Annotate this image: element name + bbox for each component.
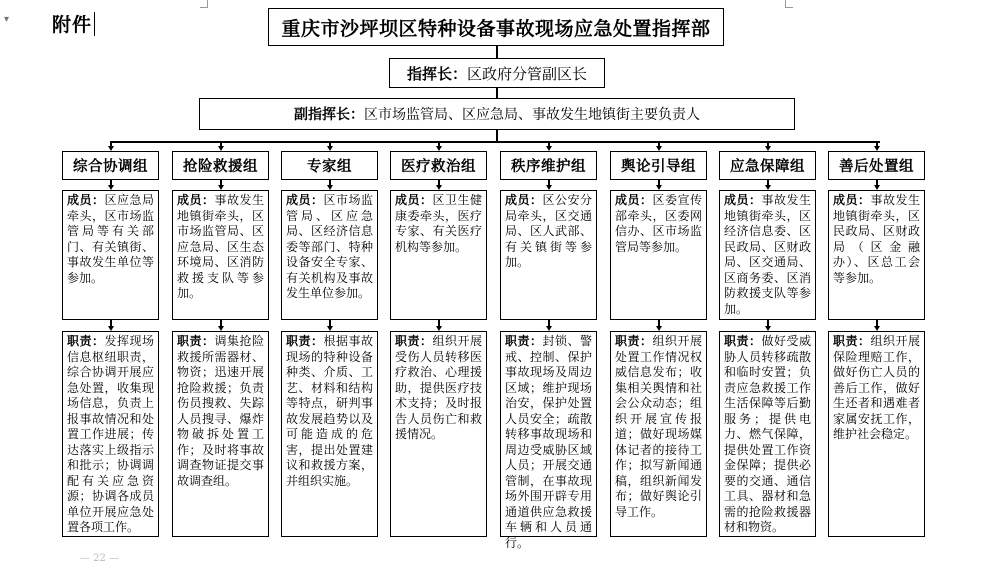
members-label: 成员：: [177, 193, 215, 207]
page-number-fragment: — 22 —: [80, 553, 120, 564]
members-text: 区委宣传部牵头，区委网信办、区市场监管局等参加。: [615, 193, 702, 254]
members-box: [281, 190, 378, 320]
duties-text: 做好受威胁人员转移疏散和临时安置；负责应急救援工作生活保障等后勤服务；提供电力、燃气保障，提供处置工作资金保障；提供必要的交通、通信工具、器材和急需的抢险救援器材和物资。: [724, 334, 811, 534]
connector-line: [496, 88, 498, 98]
members-label: 成员：: [505, 193, 543, 207]
duties-label: 职责：: [724, 334, 762, 348]
group-name: 秩序维护组: [511, 158, 586, 175]
duties-label: 职责：: [615, 334, 653, 348]
group-name: 医疗救治组: [401, 158, 476, 175]
duties-text: 组织开展处置工作情况权威信息发布；收集相关舆情和社会公众动态；组织开展宣传报道；做好现场媒体记者的接待工作；拟写新闻通稿，组织新闻发布；做好舆论引导工作。: [615, 334, 702, 519]
deputy-label: 副指挥长：: [294, 107, 364, 123]
members-box: [172, 190, 269, 320]
members-label: 成员：: [615, 193, 653, 207]
chart-title-box: [268, 8, 724, 46]
duties-label: 职责：: [505, 334, 543, 348]
members-box: [610, 190, 707, 320]
duties-box: [719, 331, 816, 537]
members-label: 成员：: [67, 193, 105, 207]
attachment-label: 附件: [52, 14, 93, 36]
connector-line: [496, 46, 498, 58]
duties-label: 职责：: [286, 334, 324, 348]
members-text: 区卫生健康委牵头，医疗专家、有关医疗机构等参加。: [395, 193, 482, 254]
duties-text: 封锁、警戒、控制、保护事故现场及周边区域；维护现场治安，保护处置人员安全；疏散转移事故现场和周边受威胁区域人员；开展交通管制，在事故现场外围开辟专用通道供应急救援车辆和人员通行。: [505, 334, 592, 550]
members-box: [390, 190, 487, 320]
commander-label: 指挥长：: [406, 64, 467, 83]
group-head-box: [62, 151, 159, 180]
members-box: [62, 190, 159, 320]
group-name: 应急保障组: [730, 158, 805, 175]
branch-line: [110, 141, 880, 143]
members-text: 区应急局牵头，区市场监管局等有关部门、有关镇街、事故发生单位等参加。: [67, 193, 154, 285]
group-head-box: [719, 151, 816, 180]
deputy-text: 区市场监管局、区应急局、事故发生地镇街主要负责人: [364, 107, 700, 123]
duties-label: 职责：: [67, 334, 105, 348]
duties-text: 发挥现场信息枢纽职责，综合协调开展应急处置，收集现场信息，负责上报事故情况和处置工作进展；传达落实上级指示和批示；协调调配有关应急资源；协调各成员单位开展应急处置各项工作。: [67, 334, 154, 534]
chart-title: 重庆市沙坪坝区特种设备事故现场应急处置指挥部: [281, 17, 711, 40]
members-text: 事故发生地镇街牵头，区市场监管局、区应急局、区生态环境局、区消防救援支队等参加。: [177, 193, 264, 300]
duties-box: [500, 331, 597, 550]
members-text: 事故发生地镇街牵头，区经济信息委、区民政局、区财政局、区交通局、区商务委、区消防救援支队等参加。: [724, 193, 811, 316]
text-cursor: [94, 12, 95, 36]
group-head-box: [610, 151, 707, 180]
group-head-box: [828, 151, 925, 180]
margin-corner-mark: [785, 0, 793, 8]
duties-box: [62, 331, 159, 537]
duties-label: 职责：: [177, 334, 215, 348]
duties-text: 调集抢险救援所需器材、物资；迅速开展抢险救援；负责伤员搜救、失踪人员搜寻、爆炸物破拆处置工作；及时将事故调查物证提交事故调查组。: [177, 334, 264, 488]
duties-box: [172, 331, 269, 537]
duties-text: 组织开展保险理赔工作，做好伤亡人员的善后工作，做好生还者和遇难者家属安抚工作，维护社会稳定。: [833, 334, 920, 441]
group-head-box: [500, 151, 597, 180]
members-box: [828, 190, 925, 320]
members-box: [500, 190, 597, 320]
group-name: 善后处置组: [839, 158, 914, 175]
duties-label: 职责：: [395, 334, 433, 348]
duties-box: [828, 331, 925, 537]
collapse-marker-icon: ▾: [4, 14, 10, 25]
members-text: 事故发生地镇街牵头，区民政局、区财政局（区金融办）、区总工会等参加。: [833, 193, 920, 285]
members-box: [719, 190, 816, 320]
members-text: 区公安分局牵头，区交通局、区人武部、有关镇街等参加。: [505, 193, 592, 269]
group-name: 抢险救援组: [183, 158, 258, 175]
group-name: 综合协调组: [73, 158, 148, 175]
members-label: 成员：: [724, 193, 762, 207]
group-head-box: [281, 151, 378, 180]
members-text: 区市场监管局、区应急局、区经济信息委等部门、特种设备安全专家、有关机构及事故发生单位参加。: [286, 193, 373, 300]
connector-line: [496, 130, 498, 141]
members-label: 成员：: [286, 193, 324, 207]
margin-corner-mark: [200, 0, 208, 8]
group-name: 舆论引导组: [621, 158, 696, 175]
group-head-box: [172, 151, 269, 180]
duties-box: [610, 331, 707, 537]
members-label: 成员：: [395, 193, 433, 207]
deputy-commander-box: [199, 98, 795, 130]
duties-text: 根据事故现场的特种设备种类、介质、工艺、材料和结构等特点，研判事故发展趋势以及可能造成的危害，提出处置建议和救援方案，并组织实施。: [286, 334, 373, 488]
commander-box: [389, 58, 605, 88]
commander-text: 区政府分管副区长: [467, 64, 588, 83]
duties-text: 组织开展受伤人员转移医疗救治、心理援助，提供医疗技术支持；及时报告人员伤亡和救援情况。: [395, 334, 482, 441]
duties-box: [281, 331, 378, 537]
group-head-box: [390, 151, 487, 180]
group-name: 专家组: [307, 158, 352, 175]
members-label: 成员：: [833, 193, 871, 207]
duties-box: [390, 331, 487, 537]
duties-label: 职责：: [833, 334, 871, 348]
